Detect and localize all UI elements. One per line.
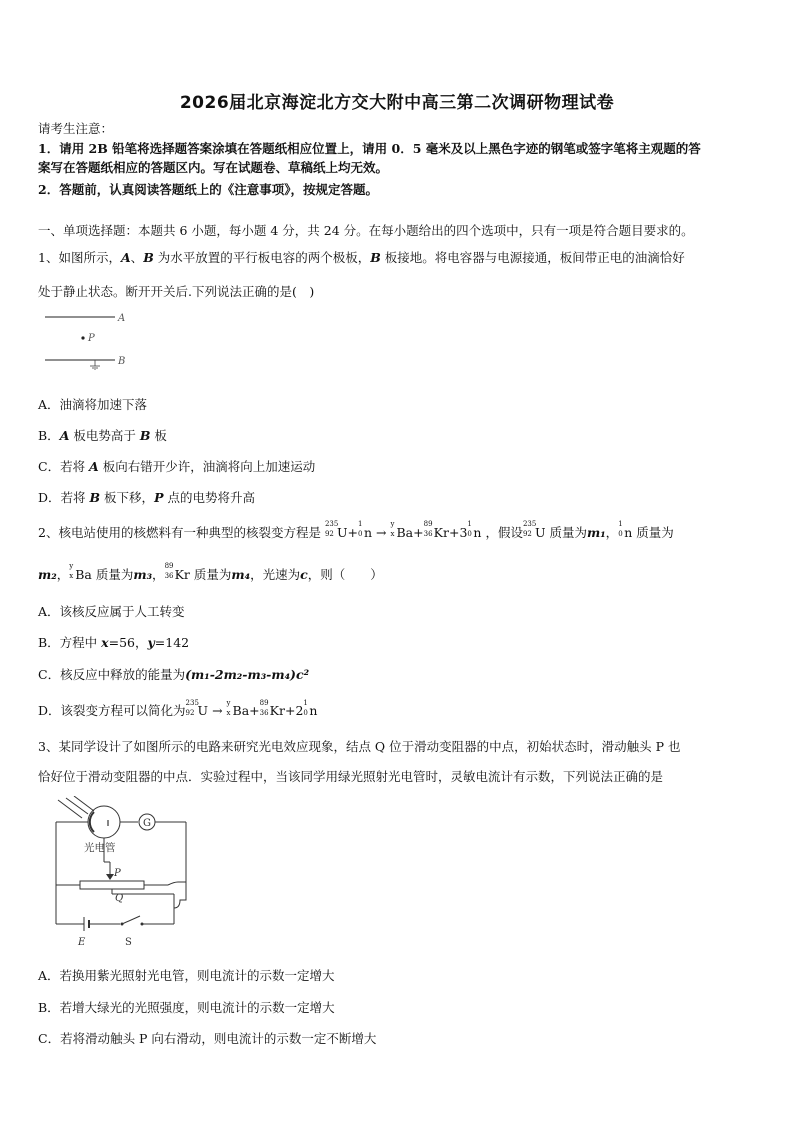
nuclide-neutron-product: 1 0 n bbox=[467, 520, 482, 540]
plate-a-label: A bbox=[118, 313, 126, 324]
page-title: 2026届北京海淀北方交大附中高三第二次调研物理试卷 bbox=[179, 93, 615, 113]
nuclide-u235: 235 92 U bbox=[324, 520, 348, 540]
q2-option-b: B．方程中 x=56，y=142 bbox=[38, 635, 190, 650]
q1-option-b: B．A 板电势高于 B 板 bbox=[38, 428, 167, 443]
notice-heading: 请考生注意： bbox=[38, 121, 114, 136]
q1-stem-line-2: 处于静止状态。断开开关后.下列说法正确的是( ) bbox=[38, 284, 315, 299]
q3-stem-line-1: 3、某同学设计了如图所示的电路来研究光电效应现象，结点 Q 位于滑动变阻器的中点，初始状态时，滑动触头 P 也 bbox=[38, 739, 681, 754]
q1-option-c: C．若将 A 板向右错开少许，油滴将向上加速运动 bbox=[38, 459, 316, 474]
notice-item-1-line-1: 1．请用 2B 铅笔将选择题答案涂填在答题纸相应位置上，请用 0．5 毫米及以上黑色字迹的钢笔或签字笔将主观题的答 bbox=[38, 141, 701, 156]
nuclide-neutron: 1 0 n bbox=[357, 520, 373, 540]
q1-option-a: A．油滴将加速下落 bbox=[38, 397, 148, 412]
q2-option-a: A．该核反应属于人工转变 bbox=[38, 604, 185, 619]
capacitor-figure bbox=[40, 308, 150, 370]
slider-arrow-icon bbox=[106, 874, 114, 880]
svg-text:G: G bbox=[143, 818, 151, 829]
q2-option-d: D．该裂变方程可以简化为 235 92 U → y x Ba+ 89 36 Kr+2 1 0 n bbox=[38, 699, 318, 718]
notice-item-1-line-2: 案写在答题纸相应的答题区内。写在试题卷、草稿纸上均无效。 bbox=[38, 160, 389, 175]
switch-icon bbox=[122, 916, 140, 924]
nuclide-krypton: 89 36 Kr bbox=[423, 520, 449, 540]
svg-text:Q: Q bbox=[115, 893, 124, 904]
q1-stem-line-1: 1、如图所示，A、B 为水平放置的平行板电容的两个极板，B 板接地。将电容器与电源接通，板间带正电的油滴恰好 bbox=[38, 250, 685, 265]
photocell-label: 光电管 bbox=[84, 842, 116, 854]
q2-stem-line-2: m₂， y x Ba 质量为m₃， 89 36 Kr 质量为m₄，光速为c，则（ ） bbox=[38, 562, 383, 582]
q2-stem-line-1: 2、核电站使用的核燃料有一种典型的核裂变方程是 235 92 U+ 1 0 n → y x Ba+ 89 36 Kr+3 1 0 n ，假设 235 92 U 质量为m₁， 1 0 n 质量为 bbox=[38, 520, 674, 540]
nuclide-barium: y x Ba bbox=[390, 520, 414, 540]
point-p-label: P bbox=[88, 333, 95, 344]
light-ray-icon bbox=[58, 800, 82, 818]
photocell-icon bbox=[88, 806, 120, 838]
point-p bbox=[81, 336, 84, 339]
q1-option-d: D．若将 B 板下移，P 点的电势将升高 bbox=[38, 490, 255, 505]
svg-text:P: P bbox=[114, 868, 121, 879]
notice-item-2: 2．答题前，认真阅读答题纸上的《注意事项》，按规定答题。 bbox=[38, 182, 378, 197]
section-heading: 一、单项选择题：本题共 6 小题，每小题 4 分，共 24 分。在每小题给出的四个选项中，只有一项是符合题目要求的。 bbox=[38, 223, 694, 238]
q3-option-b: B．若增大绿光的光照强度，则电流计的示数一定增大 bbox=[38, 1000, 335, 1015]
photoelectric-circuit-figure bbox=[44, 796, 204, 954]
q3-option-a: A．若换用紫光照射光电管，则电流计的示数一定增大 bbox=[38, 968, 335, 983]
svg-text:E: E bbox=[78, 937, 86, 948]
rheostat-icon bbox=[80, 881, 144, 889]
svg-text:S: S bbox=[125, 937, 132, 948]
plate-b-label: B bbox=[118, 356, 126, 367]
q3-stem-line-2: 恰好位于滑动变阻器的中点．实验过程中，当该同学用绿光照射光电管时，灵敏电流计有示数，下列说法正确的是 bbox=[38, 769, 664, 784]
q2-option-c: C．核反应中释放的能量为(m₁-2m₂-m₃-m₄)c² bbox=[38, 667, 310, 682]
q3-option-c: C．若将滑动触头 P 向右滑动，则电流计的示数一定不断增大 bbox=[38, 1031, 377, 1046]
